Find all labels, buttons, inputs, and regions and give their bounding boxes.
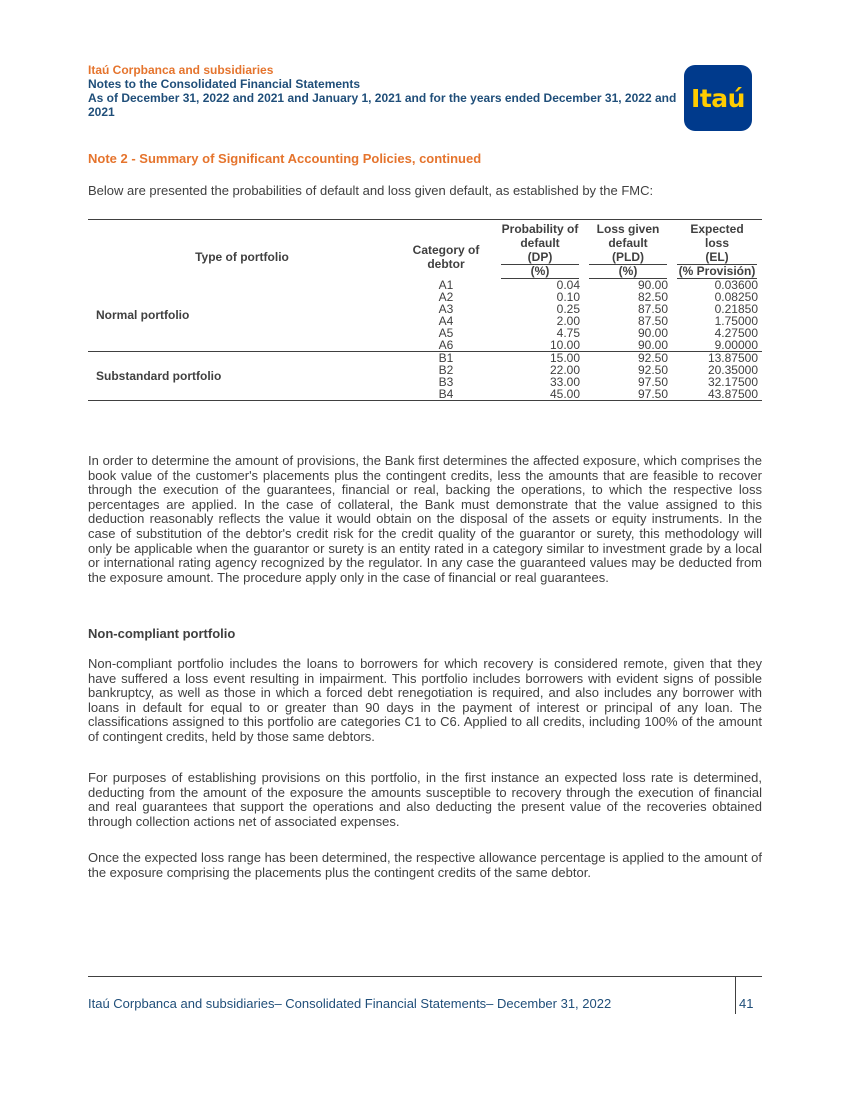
footer-text: Itaú Corpbanca and subsidiaries– Consolidated Financial Statements– December 31, 2022 <box>88 996 612 1011</box>
el-cell: 4.27500 <box>714 326 758 340</box>
el-cell: 0.21850 <box>714 302 758 316</box>
pd-cell: 2.00 <box>556 314 580 328</box>
header-pd-unit <box>496 265 584 279</box>
pd-cell: 4.75 <box>556 326 580 340</box>
lgd-cell: 87.50 <box>637 302 668 316</box>
header-el-line3: (EL) <box>677 250 757 265</box>
header-type-of-portfolio: Type of portfolio <box>195 249 289 264</box>
el-cell: 13.87500 <box>707 351 758 365</box>
pd-lgd-table <box>88 219 762 401</box>
pd-cell: 0.04 <box>556 278 580 292</box>
el-cell: 9.00000 <box>672 339 762 352</box>
logo-text: Itaú <box>691 83 745 113</box>
lgd-cell: 90.00 <box>584 339 672 352</box>
category-cell: A6 <box>396 339 496 352</box>
el-cell: 20.35000 <box>707 363 758 377</box>
category-cell: B1 <box>438 351 454 365</box>
footer-divider <box>88 976 762 977</box>
category-cell: A5 <box>438 326 454 340</box>
header-lgd-line2: default <box>608 236 648 250</box>
lgd-cell: 87.50 <box>637 314 668 328</box>
header-pd-line1: Probability of <box>501 222 579 236</box>
pd-cell: 15.00 <box>549 351 580 365</box>
substandard-portfolio-group <box>88 352 762 401</box>
header-lgd-line1: Loss given <box>596 222 660 236</box>
paragraph-non-compliant-definition: Non-compliant portfolio includes the loans to borrowers for which recovery is considered remote, given that they have suffered a loss event resulting in impairment. This portfolio includes borrowers with evident signs of possible bankruptcy, as well as those in which a forced debt renegotiation is required, and also includes any borrower with loans in default for equal to or greater than 90 days in the payment of interest or principal of any loan. The classifications assigned to this portfolio are categories C1 to C6. Applied to all credits, including 100% of the amount of contingent credits, held by those same debtors. <box>88 656 762 744</box>
paragraph-allowance-percentage: Once the expected loss range has been determined, the respective allowance percentage is applied to the amount of the exposure comprising the placements plus the contingent credits of the same debtor. <box>88 850 762 880</box>
header-pd-line2: default <box>520 236 560 250</box>
pd-cell: 0.25 <box>556 302 580 316</box>
el-cell: 0.03600 <box>714 278 758 292</box>
lgd-cell: 92.50 <box>637 363 668 377</box>
section-heading-non-compliant: Non-compliant portfolio <box>88 626 236 641</box>
category-cell: A2 <box>438 290 454 304</box>
header-pd <box>496 220 584 266</box>
header-el-unit <box>672 265 762 279</box>
el-cell: 1.75000 <box>714 314 758 328</box>
paragraph-provision-method: For purposes of establishing provisions on this portfolio, in the first instance an expected loss rate is determined, deducting from the amount of the exposure the amounts susceptible to recovery through the execution of financial and real guarantees that support the operations and also deducting the present value of the recoveries obtained through collection actions net of associated expenses. <box>88 770 762 829</box>
pd-cell: 10.00 <box>496 339 584 352</box>
el-unit-text: (% Provisión) <box>678 264 756 278</box>
header-el <box>672 220 762 266</box>
lgd-cell: 92.50 <box>637 351 668 365</box>
pd-unit-text: (%) <box>501 265 579 279</box>
note-title: Note 2 - Summary of Significant Accounting Policies, continued <box>88 151 482 166</box>
pd-cell: 22.00 <box>549 363 580 377</box>
el-cell: 43.87500 <box>672 388 762 401</box>
lgd-unit-text: (%) <box>589 265 667 279</box>
category-cell: A3 <box>438 302 454 316</box>
header-lgd-unit <box>584 265 672 279</box>
document-period: As of December 31, 2022 and 2021 and January 1, 2021 and for the years ended December 31, 2022 and 2021 <box>88 91 677 119</box>
pd-cell: 0.10 <box>556 290 580 304</box>
category-cell: A4 <box>438 314 454 328</box>
intro-text: Below are presented the probabilities of default and loss given default, as established by the FMC: <box>88 183 654 198</box>
lgd-cell: 82.50 <box>637 290 668 304</box>
pd-cell: 45.00 <box>496 388 584 401</box>
header-pd-line3: (DP) <box>501 250 579 265</box>
normal-portfolio-label: Normal portfolio <box>88 279 396 352</box>
category-cell: A1 <box>438 278 454 292</box>
lgd-cell: 97.50 <box>584 388 672 401</box>
lgd-cell: 97.50 <box>637 375 668 389</box>
itau-logo <box>684 65 752 131</box>
normal-portfolio-group <box>88 279 762 352</box>
page-number: 41 <box>739 996 754 1011</box>
category-cell: B2 <box>438 363 454 377</box>
paragraph-affected-exposure: In order to determine the amount of provisions, the Bank first determines the affected exposure, which comprises the book value of the customer's placements plus the contingent credits, less the amounts that are feasible to recover through the execution of the guarantees, financial or real, backing the operations, to which the respective loss percentages are applied. In the case of collateral, the Bank must demonstrate that the value assigned to this deduction reasonably reflects the value it would obtain on the disposal of the assets or equity instruments. In the case of substitution of the debtor's credit risk for the credit quality of the guarantor or surety, this methodology will only be applicable when the guarantor or surety is an entity rated in a category similar to investment grade by a local or international rating agency recognized by the regulator. In any case the guaranteed values may be deducted from the exposure amount. The procedure apply only in the case of financial or real guarantees. <box>88 453 762 585</box>
footer-vertical-divider <box>735 976 736 1014</box>
category-cell: B4 <box>396 388 496 401</box>
header-category <box>396 220 496 280</box>
header-el-line1: Expected <box>690 222 744 236</box>
el-cell: 32.17500 <box>707 375 758 389</box>
header-category-line1: Category of <box>412 242 480 257</box>
lgd-cell: 90.00 <box>637 278 668 292</box>
substandard-portfolio-label: Substandard portfolio <box>88 352 396 401</box>
company-name: Itaú Corpbanca and subsidiaries <box>88 63 274 77</box>
header-el-line2: loss <box>704 236 729 250</box>
header-lgd <box>584 220 672 266</box>
header-category-line2: debtor <box>427 256 465 271</box>
pd-lgd-table-container <box>88 219 762 401</box>
lgd-cell: 90.00 <box>637 326 668 340</box>
page-header <box>88 63 688 119</box>
document-subtitle: Notes to the Consolidated Financial Statements <box>88 77 361 91</box>
pd-cell: 33.00 <box>549 375 580 389</box>
el-cell: 0.08250 <box>714 290 758 304</box>
category-cell: B3 <box>438 375 454 389</box>
header-lgd-line3: (PLD) <box>589 250 667 265</box>
